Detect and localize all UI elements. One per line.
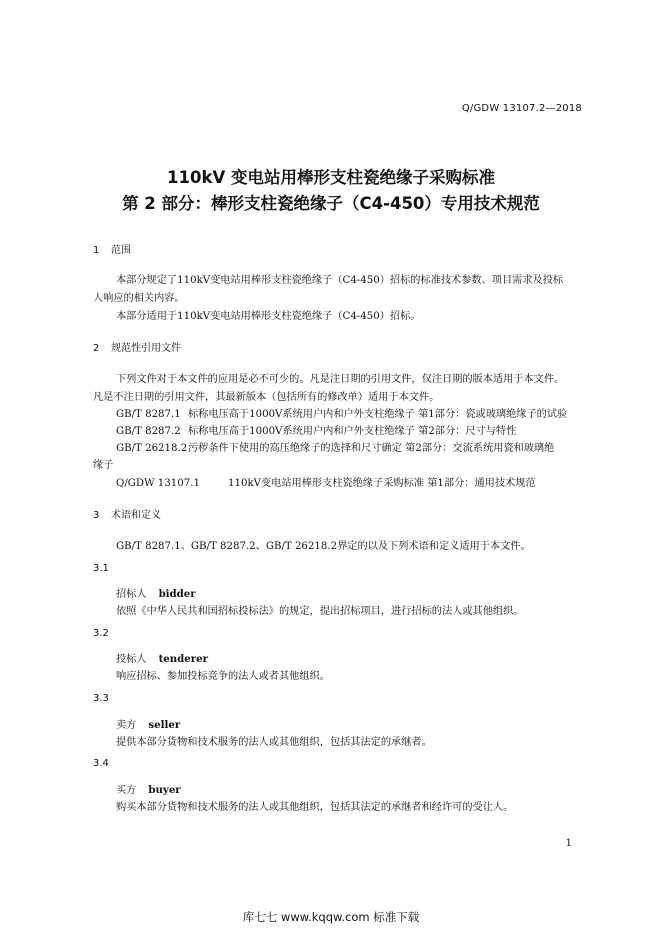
reference-code: Q/GDW 13107.1 xyxy=(116,478,200,489)
section-2-intro-line2: 凡是不注日期的引用文件，其最新版本（包括所有的修改单）适用于本文件。 xyxy=(93,392,440,403)
section-1-title: 范围 xyxy=(111,245,131,256)
section-1-number: 1 xyxy=(93,245,100,256)
term-heading xyxy=(116,716,180,731)
term-number: 3.3 xyxy=(93,693,109,704)
reference-continuation: 缘子 xyxy=(93,460,114,471)
section-3-number: 3 xyxy=(93,510,100,521)
term-zh: 买方 xyxy=(116,785,137,796)
term-definition: 提供本部分货物和技术服务的法人或其他组织，包括其法定的承继者。 xyxy=(116,737,432,748)
document-title-line2: 第 2 部分：棒形支柱瓷绝缘子（C4-450）专用技术规范 xyxy=(122,194,540,213)
term-number: 3.2 xyxy=(93,628,109,639)
term-definition: 购买本部分货物和技术服务的法人或其他组织，包括其法定的承继者和经许可的受让人。 xyxy=(116,802,514,813)
section-2-title: 规范性引用文件 xyxy=(111,343,181,354)
section-1-heading xyxy=(93,241,131,256)
term-definition: 依照《中华人民共和国招标投标法》的规定，提出招标项目，进行招标的法人或其他组织。 xyxy=(116,606,524,617)
section-1-para2: 本部分适用于110kV变电站用棒形支柱瓷绝缘子（C4-450）招标。 xyxy=(116,311,421,322)
footer-watermark: 库七七 www.kqqw.com 标准下载 xyxy=(242,910,420,924)
reference-title: 标称电压高于1000V系统用户内和户外支柱绝缘子 第2部分：尺寸与特性 xyxy=(188,426,517,437)
term-zh: 卖方 xyxy=(116,720,137,731)
reference-code: GB/T 8287.2 xyxy=(116,426,181,437)
term-number: 3.4 xyxy=(93,758,109,769)
section-3-intro: GB/T 8287.1、GB/T 8287.2、GB/T 26218.2界定的以及下列术语和定义适用于本文件。 xyxy=(116,541,531,552)
reference-title: 标称电压高于1000V系统用户内和户外支柱绝缘子 第1部分：瓷或玻璃绝缘子的试验 xyxy=(188,409,568,420)
reference-item xyxy=(116,474,536,489)
section-2-number: 2 xyxy=(93,343,100,354)
page-number: 1 xyxy=(565,838,572,849)
term-en: seller xyxy=(148,719,181,731)
term-heading xyxy=(116,650,208,665)
reference-code: GB/T 8287.1 xyxy=(116,409,181,420)
term-heading xyxy=(116,781,181,796)
section-1-para1-line2: 人响应的相关内容。 xyxy=(93,293,185,304)
reference-item xyxy=(116,439,554,454)
term-en: bidder xyxy=(158,588,196,600)
section-2-heading xyxy=(93,339,181,354)
reference-code: GB/T 26218.2 xyxy=(116,443,188,454)
term-number: 3.1 xyxy=(93,563,109,574)
term-heading xyxy=(116,585,196,600)
standard-number: Q/GDW 13107.2—2018 xyxy=(461,103,582,114)
section-1-para1-line1: 本部分规定了110kV变电站用棒形支柱瓷绝缘子（C4-450）招标的标准技术参数、项目需求及投标 xyxy=(116,275,564,286)
section-3-title: 术语和定义 xyxy=(111,510,161,521)
section-3-heading xyxy=(93,506,161,521)
term-en: tenderer xyxy=(158,653,208,665)
term-en: buyer xyxy=(148,784,181,796)
reference-title: 110kV变电站用棒形支柱瓷绝缘子采购标准 第1部分：通用技术规范 xyxy=(228,478,536,489)
term-definition: 响应招标、参加投标竞争的法人或者其他组织。 xyxy=(116,671,330,682)
section-2-intro-line1: 下列文件对于本文件的应用是必不可少的。凡是注日期的引用文件，仅注日期的版本适用于本文件。 xyxy=(116,374,565,385)
term-zh: 招标人 xyxy=(116,589,147,600)
term-zh: 投标人 xyxy=(116,654,147,665)
reference-title: 污秽条件下使用的高压绝缘子的选择和尺寸确定 第2部分：交流系统用瓷和玻璃绝 xyxy=(188,443,555,454)
document-title-line1: 110kV 变电站用棒形支柱瓷绝缘子采购标准 xyxy=(167,168,495,187)
reference-item xyxy=(116,422,516,437)
reference-item xyxy=(116,405,567,420)
